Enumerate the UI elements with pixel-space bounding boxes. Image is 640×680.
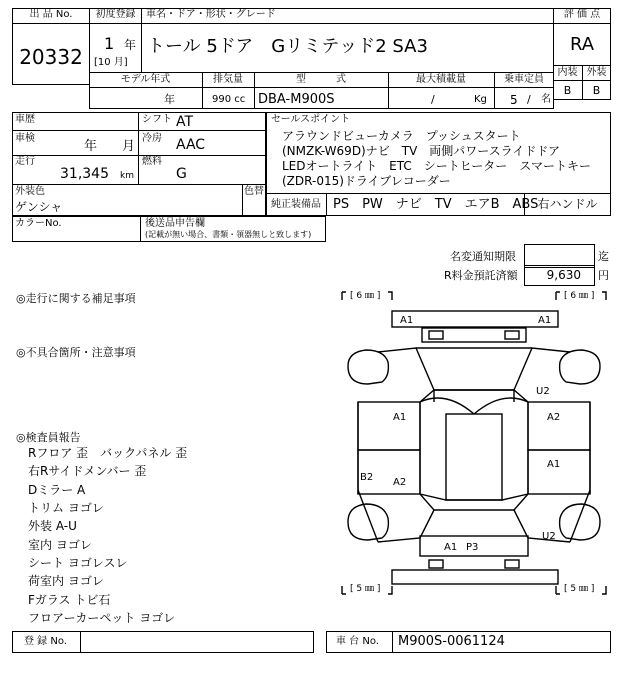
- supplement-label: ◎走行に関する補足事項: [16, 292, 136, 305]
- inspector-line: Fガラス トビ石: [28, 593, 111, 607]
- shift-value: AT: [176, 114, 194, 130]
- mileage-unit: km: [120, 171, 134, 181]
- rating-value: RA: [569, 34, 595, 55]
- tyre-rear-right: [ 5 ㎜ ]: [564, 584, 595, 594]
- load-label: 最大積載量: [416, 74, 466, 85]
- capacity-value: 5: [510, 93, 518, 107]
- inspector-label: ◎検査員報告: [16, 431, 81, 444]
- lot-label: 出 品 No.: [29, 9, 73, 20]
- color-label: 外装色: [15, 186, 45, 197]
- first-reg-month: [10 月]: [94, 57, 128, 68]
- interior-label: 内装: [557, 67, 578, 78]
- mark-rear-a: A1: [444, 542, 458, 553]
- interior-grade: B: [563, 84, 572, 97]
- inspector-line: 荷室内 ヨゴレ: [28, 574, 104, 588]
- inspection-label: 車検: [15, 133, 35, 144]
- type-label: 型 式: [296, 74, 346, 85]
- mark-door-fl: A1: [393, 412, 407, 423]
- mark-fender-right: U2: [536, 386, 550, 397]
- sales-point-line: (ZDR-015)ドライブレコーダー: [282, 174, 451, 188]
- docs-note: (記載が無い場合、書類・領器無しと致します): [145, 230, 312, 239]
- tyre-rear-left: [ 5 ㎜ ]: [350, 584, 381, 594]
- recycle-unit: 円: [598, 269, 609, 282]
- inspector-line: トリム ヨゴレ: [28, 501, 104, 515]
- lot-number: 20332: [19, 45, 83, 69]
- sales-point-line: (NMZK-W69D)ナビ TV 両側パワースライドドア: [282, 144, 560, 158]
- inspector-line: フロアーカーペット ヨゴレ: [28, 611, 176, 625]
- mark-door-fr: A2: [547, 412, 561, 423]
- mark-rear-p: P3: [466, 542, 479, 553]
- inspector-line: 右Rサイドメンバー 歪: [28, 464, 147, 478]
- equipment-value: PS PW ナビ TV エアB ABS: [333, 197, 539, 212]
- capacity-unit: 名: [541, 94, 551, 105]
- fuel-value: G: [176, 166, 187, 182]
- fuel-label: 燃料: [142, 156, 162, 167]
- car-name: トール 5ドア Gリミテッド2 SA3: [147, 36, 428, 57]
- mark-door-rl: A2: [393, 477, 407, 488]
- capacity-label: 乗車定員: [504, 74, 544, 85]
- first-reg-year: 1: [104, 34, 115, 53]
- recycle-value: 9,630: [546, 268, 581, 282]
- ac-value: AAC: [176, 137, 206, 153]
- equipment-label: 純正装備品: [271, 199, 321, 210]
- load-value: /: [431, 93, 435, 106]
- model-year-label: モデル年式: [120, 74, 171, 85]
- tyre-front-right: [ 6 ㎜ ]: [564, 291, 595, 301]
- mark-front-right: A1: [538, 315, 552, 326]
- color-value: ゲンシャ: [15, 200, 63, 214]
- inspector-line: 室内 ヨゴレ: [28, 538, 92, 552]
- car-damage-diagram: [338, 290, 610, 606]
- inspection-month: 月: [122, 139, 136, 154]
- first-reg-label: 初度登録: [95, 9, 136, 20]
- mark-quarter-left: B2: [360, 472, 374, 483]
- name-change-unit: 迄: [598, 250, 609, 263]
- chassis-number: M900S-0061124: [398, 634, 505, 649]
- sales-points-label: セールスポイント: [271, 114, 351, 125]
- tyre-front-left: [ 6 ㎜ ]: [350, 291, 381, 301]
- sales-point-line: アラウンドビューカメラ プッシュスタート: [282, 129, 521, 143]
- exterior-label: 外装: [586, 67, 607, 78]
- shift-label: シフト: [142, 114, 172, 125]
- mileage-label: 走行: [15, 156, 35, 167]
- mark-front-left: A1: [400, 315, 414, 326]
- model-year-unit: 年: [164, 93, 175, 106]
- car-label: 車名・ドア・形状・グレード: [146, 9, 276, 20]
- sales-point-line: LEDオートライト ETC シートヒーター スマートキー: [282, 159, 592, 173]
- rating-label: 評 価 点: [563, 9, 601, 20]
- first-reg-year-unit: 年: [124, 38, 137, 52]
- inspector-line: 外装 A-U: [28, 519, 77, 533]
- history-label: 車歴: [15, 114, 35, 125]
- type-value: DBA-M900S: [258, 92, 335, 107]
- exterior-grade: B: [592, 84, 601, 97]
- load-unit: Kg: [474, 94, 487, 105]
- inspection-year: 年: [84, 139, 98, 154]
- steering-value: 右ハンドル: [537, 197, 598, 211]
- inspector-line: Rフロア 歪 バックパネル 歪: [28, 446, 188, 460]
- docs-label: 後送品申告欄: [145, 218, 205, 229]
- inspector-line: Dミラー A: [28, 483, 86, 497]
- mark-door-rr: A1: [547, 459, 561, 470]
- recycle-label: R料金預託済額: [444, 269, 518, 282]
- displacement-label: 排気量: [213, 74, 243, 85]
- displacement-value: 990 cc: [212, 94, 246, 105]
- ac-label: 冷房: [142, 133, 162, 144]
- reg-no-label: 登 録 No.: [24, 636, 67, 647]
- capacity-separator: /: [527, 93, 531, 106]
- color-no-label: カラーNo.: [15, 218, 62, 229]
- mark-quarter-right: U2: [542, 531, 556, 542]
- name-change-label: 名変通知期限: [450, 250, 516, 263]
- color-change-label: 色替: [244, 186, 264, 197]
- defects-label: ◎不具合箇所・注意事項: [16, 346, 136, 359]
- inspector-line: シート ヨゴレスレ: [28, 556, 128, 570]
- mileage-value: 31,345: [60, 166, 109, 182]
- chassis-label: 車 台 No.: [336, 636, 379, 647]
